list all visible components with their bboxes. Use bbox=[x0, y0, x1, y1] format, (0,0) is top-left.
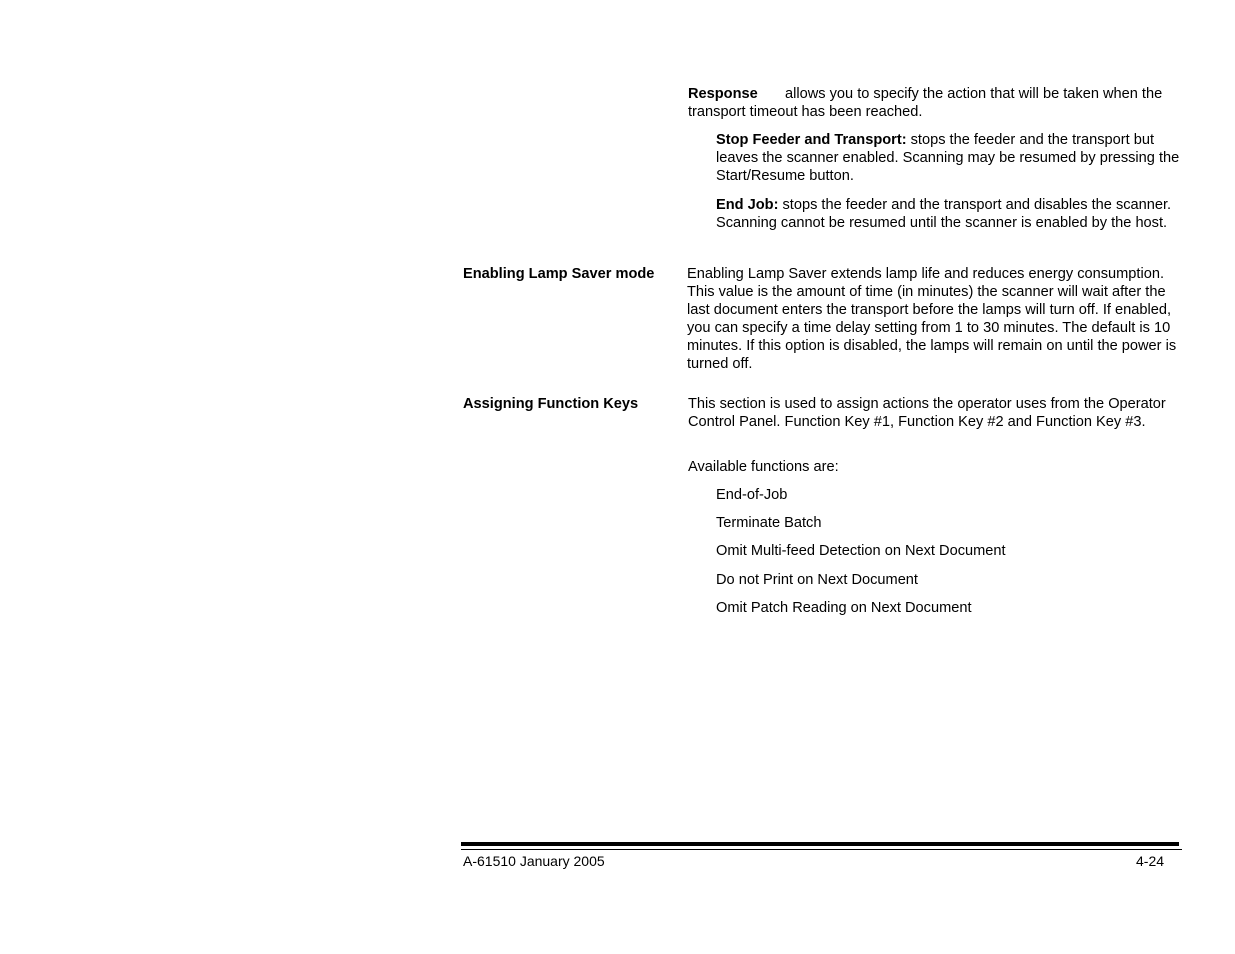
response-paragraph bbox=[688, 85, 1182, 121]
list-item: Omit Multi-feed Detection on Next Document bbox=[716, 543, 1006, 560]
lamp-saver-heading: Enabling Lamp Saver mode bbox=[463, 266, 655, 282]
function-list bbox=[716, 486, 1182, 627]
list-item: Terminate Batch bbox=[716, 515, 822, 532]
stop-feeder-text: stops the feeder and the transport but leaves the scanner enabled. Scanning may be resumed by pressing the Start/Resume button. bbox=[716, 132, 1180, 184]
response-term: Response bbox=[688, 86, 758, 102]
list-item: Do not Print on Next Document bbox=[716, 571, 918, 588]
end-job-option bbox=[716, 196, 1182, 232]
footer-rule-thick bbox=[461, 842, 1179, 846]
footer-page-number: 4-24 bbox=[1136, 853, 1165, 869]
end-job-term: End Job: bbox=[716, 197, 779, 213]
footer-rule-thin bbox=[461, 849, 1182, 850]
response-description: allows you to specify the action that will be taken when the transport timeout has been reached. bbox=[688, 86, 1163, 120]
function-keys-body: This section is used to assign actions the operator uses from the Operator Control Panel. Function Key #1, Function Key #2 and Function Key #3. bbox=[688, 396, 1166, 430]
stop-feeder-term: Stop Feeder and Transport: bbox=[716, 132, 907, 148]
end-job-text: stops the feeder and the transport and disables the scanner. Scanning cannot be resumed until the scanner is enabled by the host. bbox=[716, 197, 1172, 231]
list-item: Omit Patch Reading on Next Document bbox=[716, 599, 972, 616]
lamp-saver-body: Enabling Lamp Saver extends lamp life and reduces energy consumption. This value is the amount of time (in minutes) the scanner will wait after the last document enters the transport before the lamps will turn off. If enabled, you can specify a time delay setting from 1 to 30 minutes. The default is 10 minutes. If this option is disabled, the lamps will remain on until the power is turned off. bbox=[687, 266, 1177, 372]
stop-feeder-option bbox=[716, 131, 1182, 185]
function-keys-heading: Assigning Function Keys bbox=[463, 396, 639, 412]
footer-doc-id: A-61510 January 2005 bbox=[463, 853, 605, 869]
list-item: End-of-Job bbox=[716, 487, 788, 503]
available-functions-label: Available functions are: bbox=[688, 459, 839, 475]
